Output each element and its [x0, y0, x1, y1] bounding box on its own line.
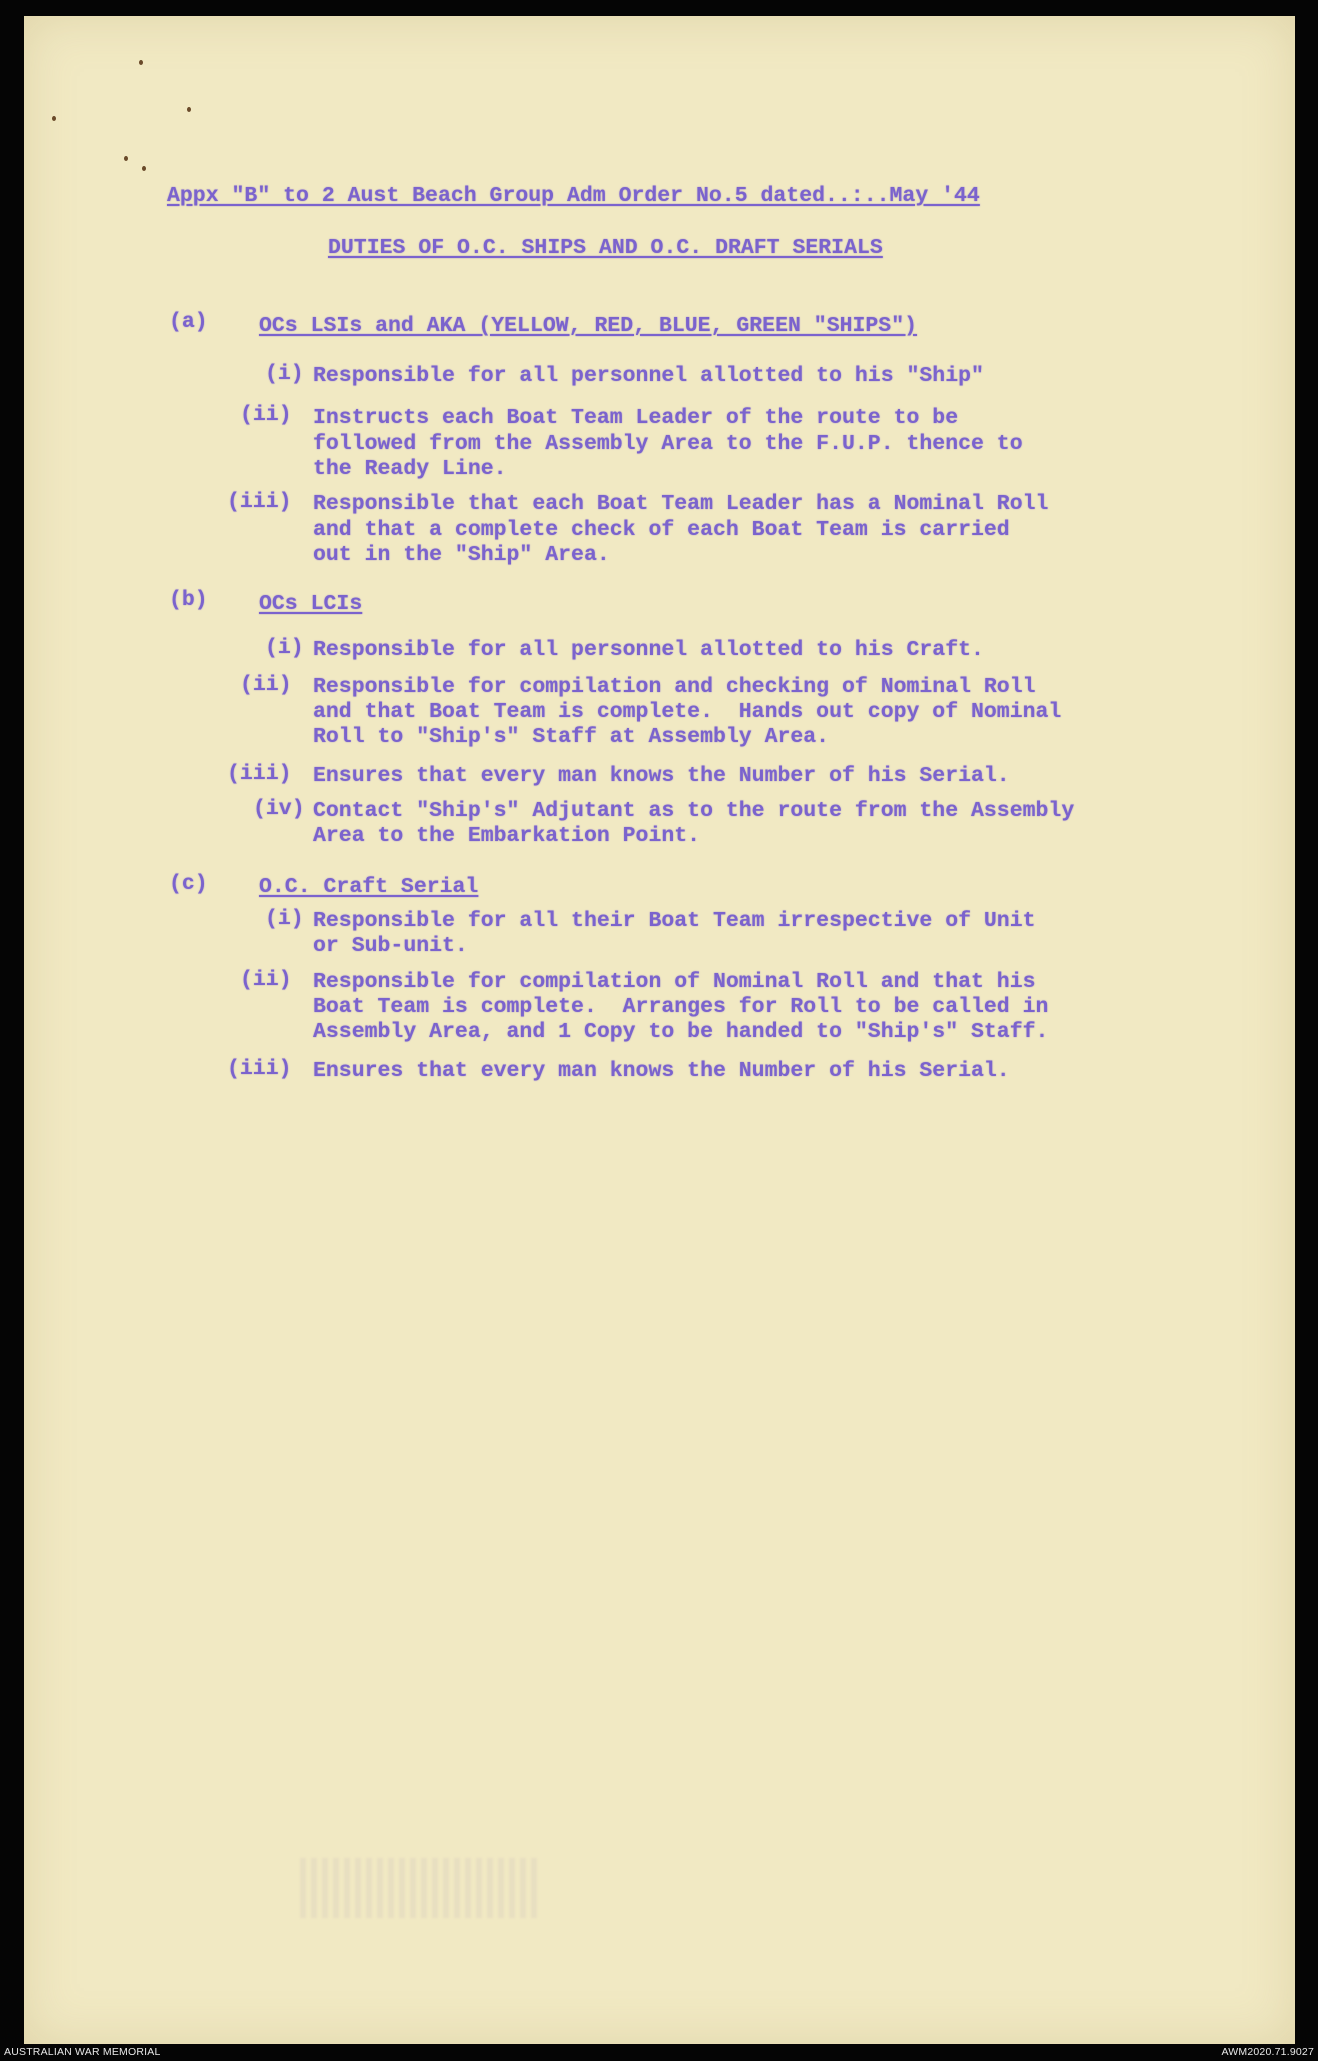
item-text-line: out in the "Ship" Area. — [313, 543, 610, 567]
item-number: (i) — [265, 907, 304, 931]
item-number: (iv) — [253, 797, 305, 821]
item-number: (iii) — [227, 490, 292, 514]
item-text-line: Roll to "Ship's" Staff at Assembly Area. — [313, 725, 830, 749]
item-text-line: or Sub-unit. — [313, 934, 468, 958]
item-text-line: Contact "Ship's" Adjutant as to the route from the Assembly — [313, 799, 1075, 823]
paper-blemish — [142, 166, 146, 171]
item-text-line: Assembly Area, and 1 Copy to be handed to "Ship's" Staff. — [313, 1020, 1049, 1044]
show-through-smudge — [300, 1858, 540, 1918]
item-number: (iii) — [227, 1057, 292, 1081]
item-number: (ii) — [240, 673, 292, 697]
item-number: (ii) — [240, 403, 292, 427]
item-number: (ii) — [240, 968, 292, 992]
paper-blemish — [124, 156, 128, 161]
item-number: (i) — [265, 636, 304, 660]
item-number: (iii) — [227, 762, 292, 786]
item-text-line: Responsible for compilation of Nominal Roll and that his — [313, 970, 1036, 994]
paper-blemish — [187, 107, 191, 112]
item-text-line: and that Boat Team is complete. Hands out copy of Nominal — [313, 700, 1062, 724]
section-label-b: (b) — [169, 588, 208, 612]
item-text-line: Responsible for compilation and checking of Nominal Roll — [313, 675, 1036, 699]
item-text-line: Ensures that every man knows the Number of his Serial. — [313, 764, 1010, 788]
item-text-line: Ensures that every man knows the Number of his Serial. — [313, 1059, 1010, 1083]
item-text-line: Responsible for all personnel allotted to his Craft. — [313, 638, 984, 662]
item-text-line: Responsible for all their Boat Team irrespective of Unit — [313, 909, 1036, 933]
appendix-line: Appx "B" to 2 Aust Beach Group Adm Order No.5 dated..:..May '44 — [167, 184, 980, 208]
section-label-a: (a) — [169, 310, 208, 334]
item-text-line: Instructs each Boat Team Leader of the route to be — [313, 406, 959, 430]
document-title: DUTIES OF O.C. SHIPS AND O.C. DRAFT SERIALS — [328, 236, 883, 260]
item-text-line: Responsible that each Boat Team Leader has a Nominal Roll — [313, 492, 1049, 516]
item-text-line: Boat Team is complete. Arranges for Roll to be called in — [313, 995, 1049, 1019]
item-text-line: and that a complete check of each Boat Team is carried — [313, 518, 1010, 542]
paper-blemish — [52, 116, 56, 121]
footer-institution: AUSTRALIAN WAR MEMORIAL — [4, 2046, 161, 2058]
item-number: (i) — [265, 362, 304, 386]
section-heading-c: O.C. Craft Serial — [259, 875, 479, 899]
item-text-line: followed from the Assembly Area to the F.U.P. thence to — [313, 432, 1023, 456]
section-heading-b: OCs LCIs — [259, 592, 363, 616]
item-text-line: Responsible for all personnel allotted to his "Ship" — [313, 364, 984, 388]
section-heading-a: OCs LSIs and AKA (YELLOW, RED, BLUE, GREEN "SHIPS") — [259, 314, 918, 338]
footer-accession-number: AWM2020.71.9027 — [1221, 2046, 1314, 2058]
section-label-c: (c) — [169, 872, 208, 896]
item-text-line: the Ready Line. — [313, 457, 507, 481]
item-text-line: Area to the Embarkation Point. — [313, 824, 701, 848]
paper-blemish — [139, 60, 143, 65]
